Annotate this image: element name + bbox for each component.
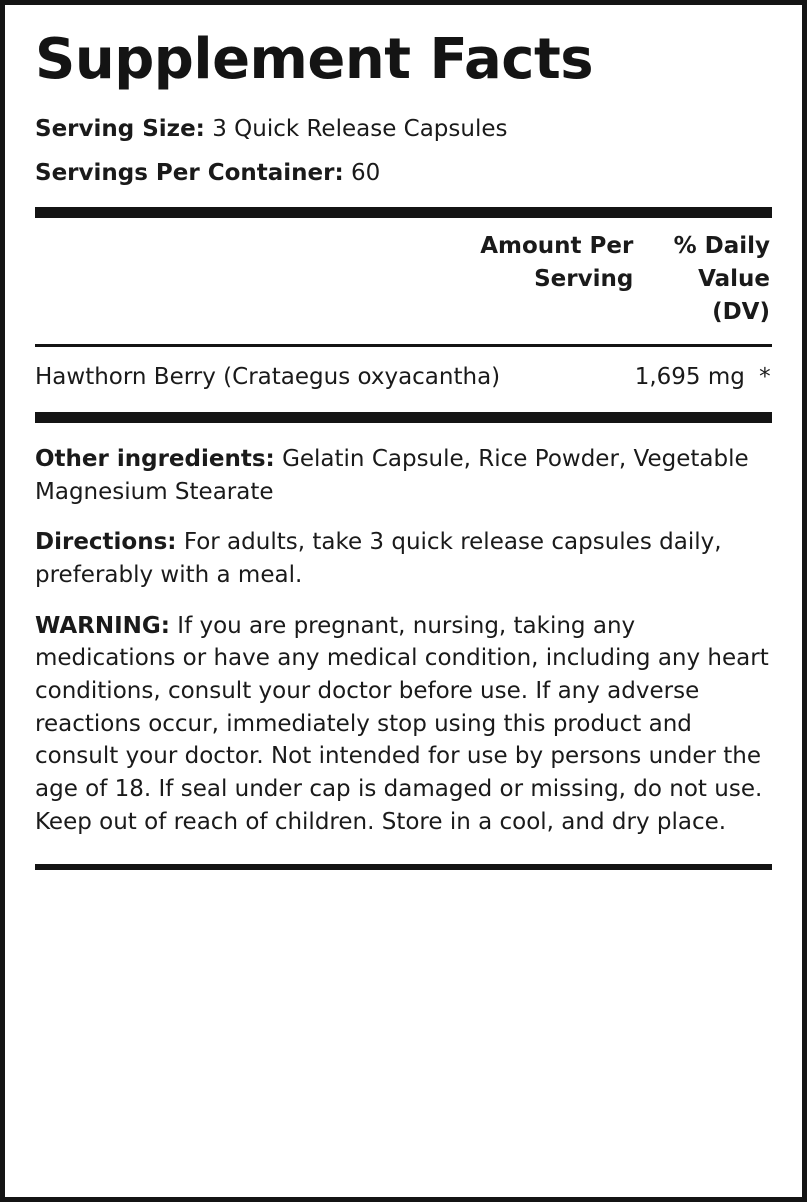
other-ingredients-text: Gelatin Capsule, Rice Powder, Vegetable Magnesium Stearate xyxy=(35,446,749,505)
table-row xyxy=(35,347,772,412)
ingredient-name: Hawthorn Berry (Crataegus oxyacantha) xyxy=(35,363,501,390)
directions-paragraph xyxy=(35,526,772,591)
warning-text: If you are pregnant, nursing, taking any medications or have any medical condition, including any heart conditions, consult your doctor before use. If any adverse reactions occur, immediately stop using this product and consult your doctor. Not intended for use by persons under the age of 18. If seal under cap is damaged or missing, do not use. Keep out of reach of children. Store in a cool, and dry place. xyxy=(35,612,769,835)
warning-label: WARNING: xyxy=(35,612,170,639)
page-title: Supplement Facts xyxy=(35,27,594,92)
servings-per-container-value: 60 xyxy=(351,160,381,187)
nutrition-table-body xyxy=(35,347,772,412)
nutrition-table xyxy=(35,218,772,344)
column-header-daily-value: % Daily Value (DV) xyxy=(673,232,770,326)
nutrition-table-head xyxy=(35,218,772,344)
other-ingredients-paragraph xyxy=(35,443,772,508)
column-header-blank xyxy=(35,218,448,344)
servings-per-container-label: Servings Per Container: xyxy=(35,160,344,187)
servings-per-container-line xyxy=(35,156,772,191)
serving-size-label: Serving Size: xyxy=(35,115,205,142)
ingredient-daily-value: * xyxy=(759,363,771,390)
table-header-row xyxy=(35,218,772,344)
divider-thick-top xyxy=(35,207,772,218)
serving-size-line xyxy=(35,112,772,147)
directions-label: Directions: xyxy=(35,529,177,556)
other-ingredients-label: Other ingredients: xyxy=(35,446,275,473)
divider-footer xyxy=(35,864,772,870)
warning-paragraph xyxy=(35,610,772,839)
directions-text: For adults, take 3 quick release capsules daily, preferably with a meal. xyxy=(35,529,722,589)
divider-thick-bottom xyxy=(35,412,772,423)
nutrition-rows-table xyxy=(35,347,772,412)
serving-size-value: 3 Quick Release Capsules xyxy=(212,115,508,142)
ingredient-amount: 1,695 mg xyxy=(634,363,745,390)
column-header-amount-per-serving: Amount Per Serving xyxy=(480,232,634,293)
